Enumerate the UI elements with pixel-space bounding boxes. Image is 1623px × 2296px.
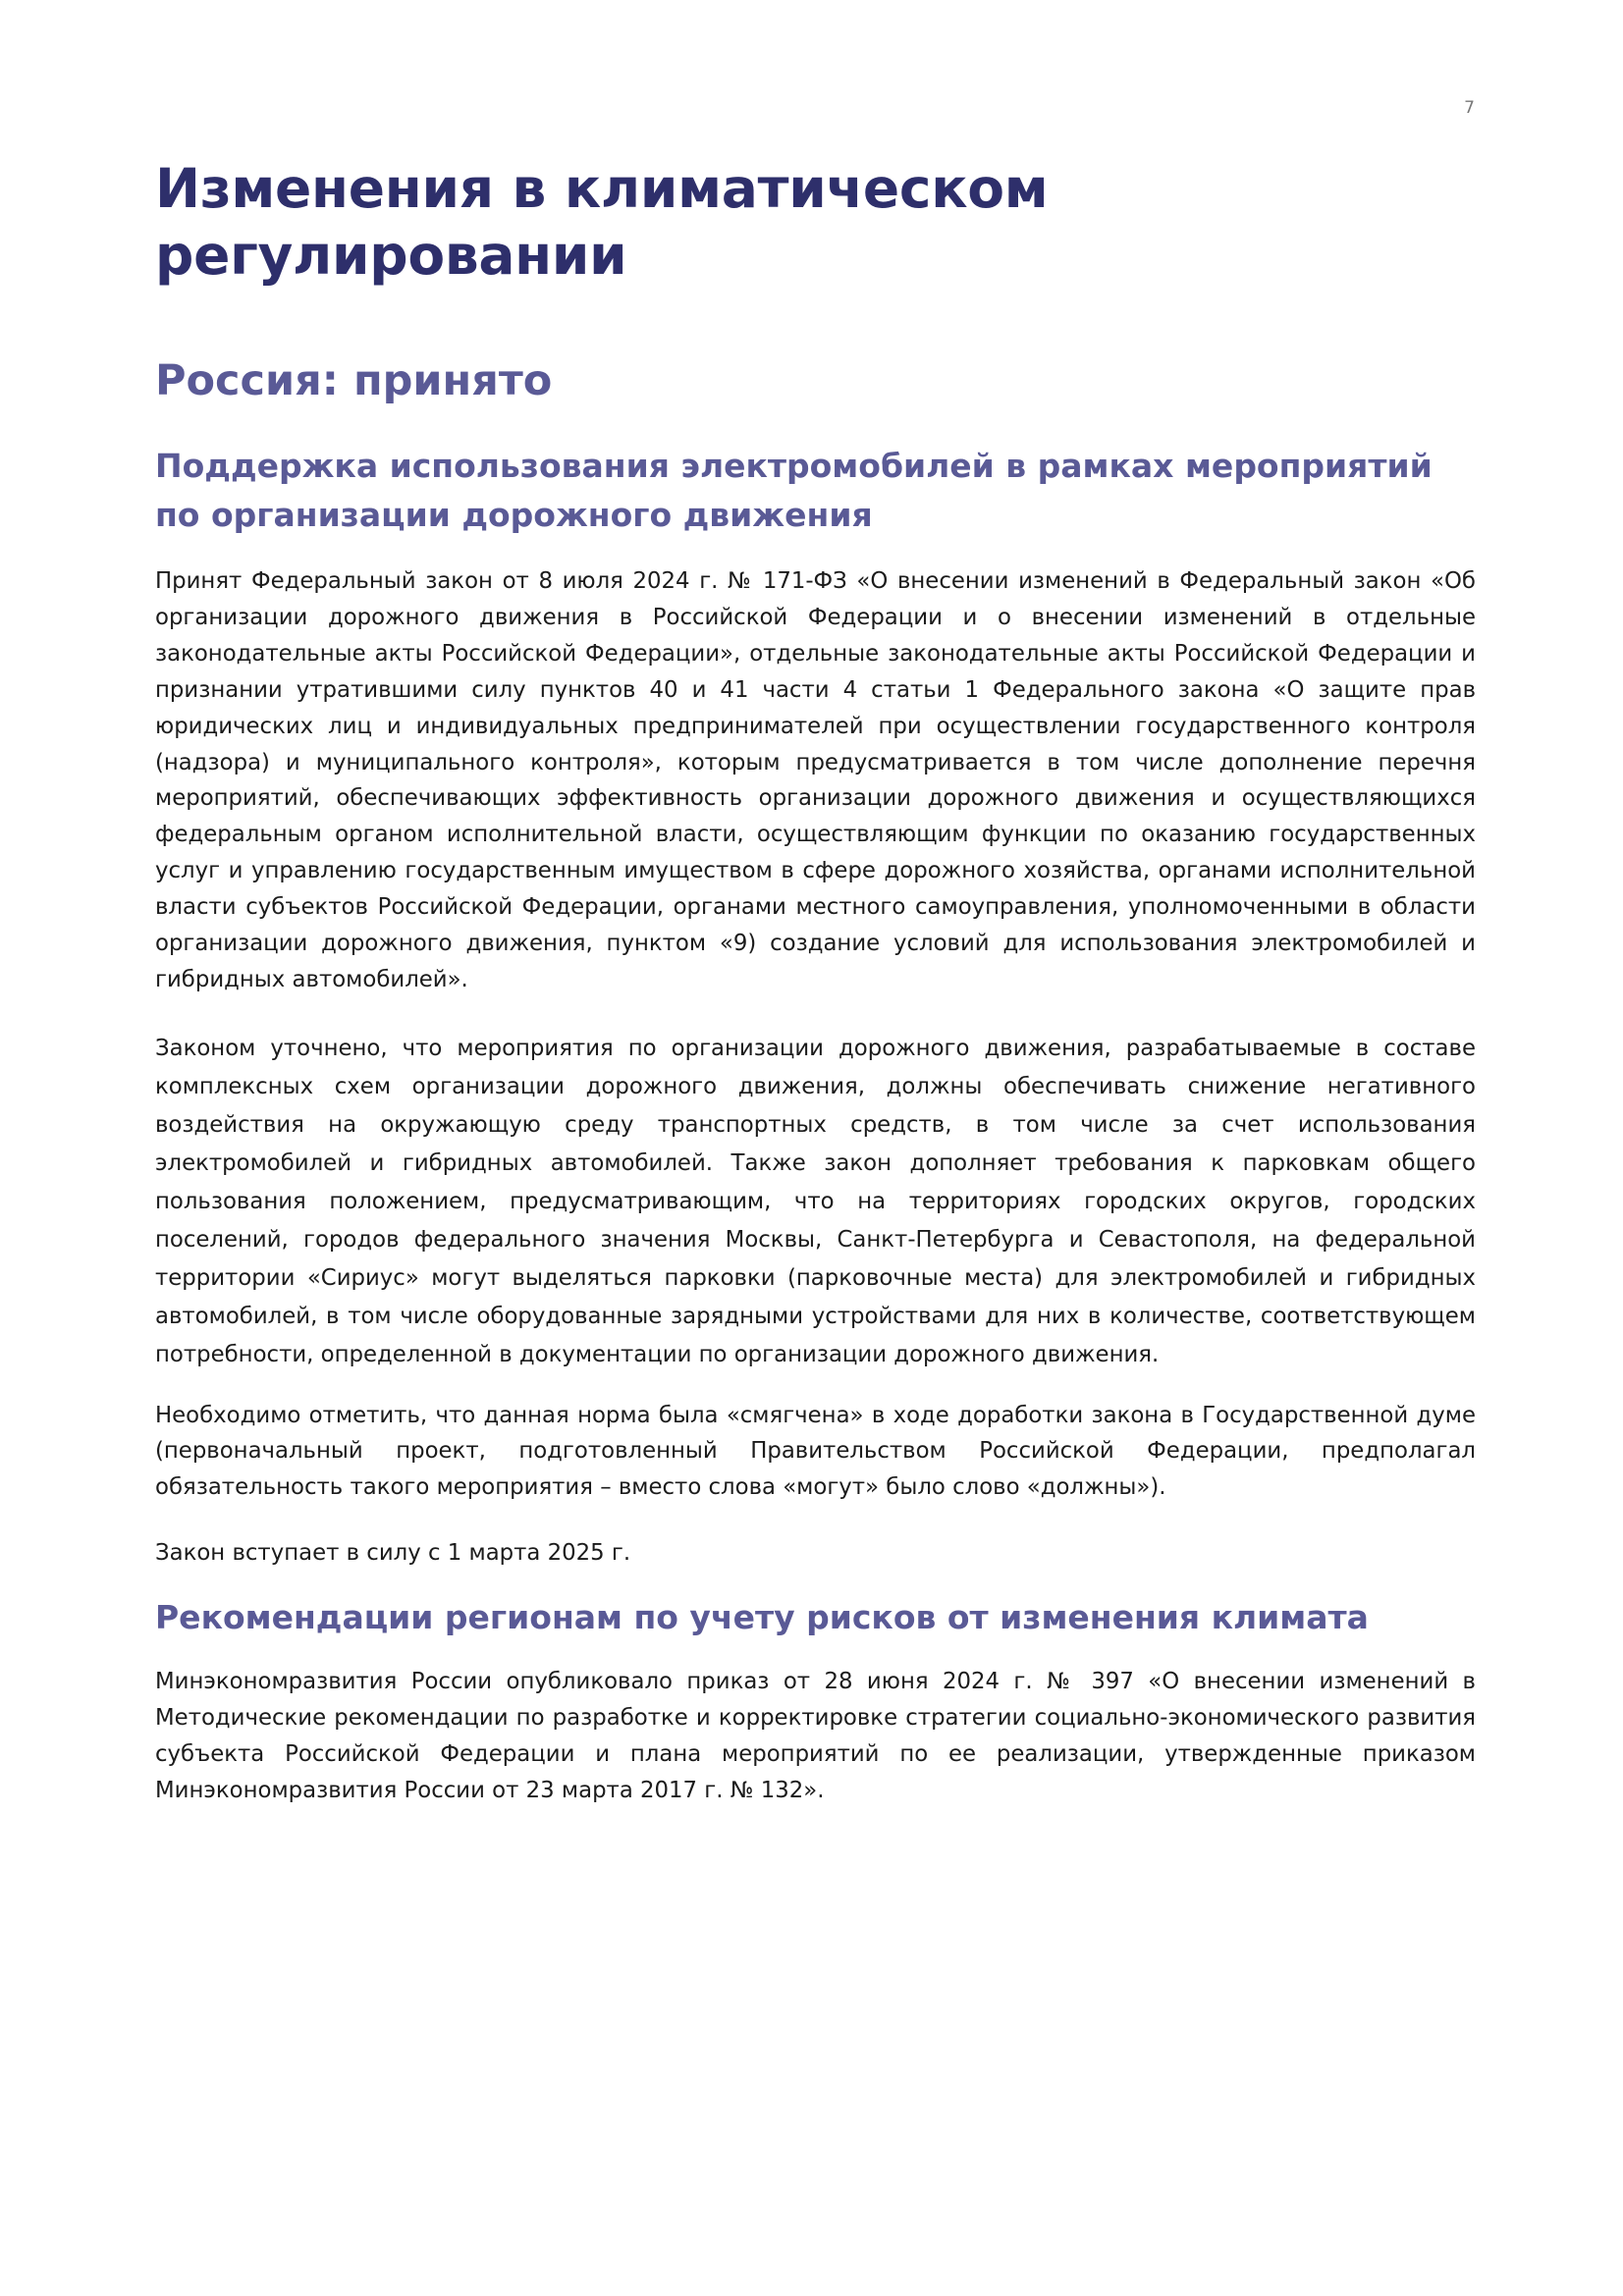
document-body: [155, 155, 1476, 1809]
page-title: Изменения в климатическом регулировании: [155, 157, 1049, 287]
paragraph: Закон вступает в силу с 1 марта 2025 г.: [155, 1540, 631, 1567]
paragraph: Законом уточнено, что мероприятия по организации дорожного движения, разрабатываемые в составе комплексных схем организации дорожного движения, должны обеспечивать снижение негативного воздействия на окружающую среду транспортных средств, в том числе за счет использования электромобилей и гибридных автомобилей. Также закон дополняет требования к парковкам общего пользования положением, предусматривающим, что на территориях городских округов, городских поселений, городов федерального значения Москвы, Санкт-Петербурга и Севастополя, на федеральной территории «Сириус» могут выделяться парковки (парковочные места) для электромобилей и гибридных автомобилей, в том числе оборудованные зарядными устройствами для них в количестве, соответствующем потребности, определенной в документации по организации дорожного движения.: [155, 1035, 1476, 1367]
subsection-heading-ev: Поддержка использования электромобилей в рамках мероприятий по организации дорожного движения: [155, 447, 1433, 534]
paragraph: Минэкономразвития России опубликовало приказ от 28 июня 2024 г. № 397 «О внесении изменений в Методические рекомендации по разработке и корректировке стратегии социально-экономического развития субъекта Российской Федерации и плана мероприятий по ее реализации, утвержденные приказом Минэкономразвития России от 23 марта 2017 г. № 132».: [155, 1668, 1476, 1803]
section-heading: Россия: принято: [155, 356, 553, 405]
paragraph: Необходимо отметить, что данная норма была «смягчена» в ходе доработки закона в Государственной думе (первоначальный проект, подготовленный Правительством Российской Федерации, предполагал обязательность такого мероприятия – вместо слова «могут» было слово «должны»).: [155, 1402, 1476, 1500]
subsection-heading-climate-risks: Рекомендации регионам по учету рисков от изменения климата: [155, 1597, 1369, 1636]
page-number: 7: [1464, 98, 1475, 118]
paragraph: Принят Федеральный закон от 8 июля 2024 г. № 171-ФЗ «О внесении изменений в Федеральный закон «Об организации дорожного движения в Российской Федерации и о внесении изменений в отдельные законодательные акты Российской Федерации», отдельные законодательные акты Российской Федерации и признании утратившими силу пунктов 40 и 41 части 4 статьи 1 Федерального закона «О защите прав юридических лиц и индивидуальных предпринимателей при осуществлении государственного контроля (надзора) и муниципального контроля», которым предусматривается в том числе дополнение перечня мероприятий, обеспечивающих эффективность организации дорожного движения и осуществляющихся федеральным органом исполнительной власти, осуществляющим функции по оказанию государственных услуг и управлению государственным имуществом в сфере дорожного хозяйства, органами исполнительной власти субъектов Российской Федерации, органами местного самоуправления, уполномоченными в области организации дорожного движения, пунктом «9) создание условий для использования электромобилей и гибридных автомобилей».: [155, 568, 1476, 992]
